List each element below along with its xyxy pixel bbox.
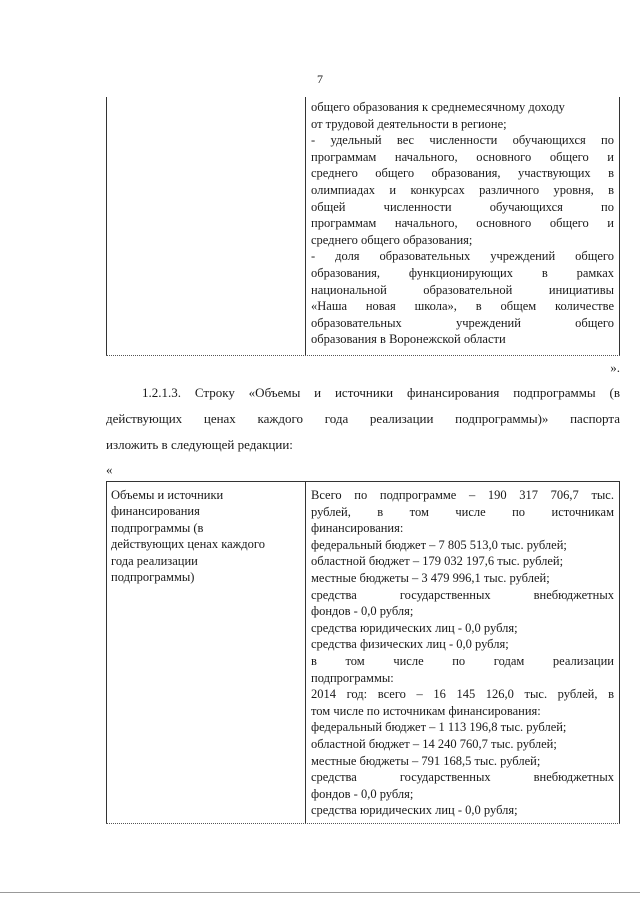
heading-line: финансирования [111, 504, 200, 519]
text-line: - доля образовательных учреждений общего [311, 249, 614, 264]
text-line: федеральный бюджет – 1 113 196,8 тыс. рублей; [311, 720, 567, 735]
text-line: средства юридических лиц - 0,0 рубля; [311, 803, 518, 818]
text-line: местные бюджеты – 3 479 996,1 тыс. рублей; [311, 570, 550, 585]
table-border-left [106, 482, 107, 823]
indicators-table-continuation [106, 97, 620, 356]
text-line: «Наша новая школа», в общем количестве [311, 299, 614, 314]
text-line: 2014 год: всего – 16 145 126,0 тыс. рублей, в [311, 687, 614, 702]
text-line: финансирования: [311, 521, 404, 536]
amendment-paragraph [106, 380, 620, 458]
text-line: областной бюджет – 179 032 197,6 тыс. рублей; [311, 554, 564, 569]
text-line: фондов - 0,0 рубля; [311, 604, 414, 619]
text-line: рублей, в том числе по источникам [311, 504, 614, 519]
text-line: общего образования к среднемесячному доходу [311, 100, 565, 114]
page-number: 7 [317, 72, 323, 86]
scan-edge-line [0, 892, 640, 893]
text-line: средства физических лиц - 0,0 рубля; [311, 637, 509, 652]
text-line: национальной образовательной инициативы [311, 282, 614, 297]
heading-line: подпрограммы) [111, 570, 195, 585]
text-line: общей численности обучающихся по [311, 199, 614, 214]
text-line: - удельный вес численности обучающихся по [311, 133, 614, 148]
text-line: подпрограммы: [311, 670, 394, 685]
text-line: средства юридических лиц - 0,0 рубля; [311, 620, 518, 635]
table-border-right [619, 97, 620, 355]
heading-line: подпрограммы (в [111, 520, 204, 535]
text-line: среднего общего образования; [311, 232, 473, 247]
table-border-left [106, 97, 107, 355]
funding-table [106, 481, 620, 824]
closing-quote: ». [610, 360, 620, 375]
heading-line: действующих ценах каждого [111, 537, 265, 552]
text-line: олимпиадах и конкурсах различного уровня, в [311, 182, 614, 197]
paragraph-line: действующих ценах каждого года реализации подпрограммы)» паспорта [106, 411, 620, 426]
funding-details-cell [311, 487, 614, 819]
table-border-right [619, 482, 620, 823]
table-border-middle [305, 97, 306, 355]
paragraph-line: 1.2.1.3. Строку «Объемы и источники финансирования подпрограммы (в [142, 385, 620, 400]
text-line: средства государственных внебюджетных [311, 770, 614, 785]
text-line: местные бюджеты – 791 168,5 тыс. рублей; [311, 753, 541, 768]
heading-line: Объемы и источники [111, 488, 224, 502]
text-line: областной бюджет – 14 240 760,7 тыс. рублей; [311, 736, 557, 751]
text-line: среднего общего образования, участвующих в [311, 166, 614, 181]
text-line: средства государственных внебюджетных [311, 587, 614, 602]
text-line: том числе по источникам финансирования: [311, 703, 541, 718]
text-line: образования в Воронежской области [311, 332, 506, 347]
text-line: программам начального, основного общего и [311, 216, 614, 231]
text-line: программам начального, основного общего и [311, 149, 614, 164]
text-line: образовательных учреждений общего [311, 315, 614, 330]
text-line: образования, функционирующих в рамках [311, 265, 614, 280]
heading-line: года реализации [111, 553, 198, 568]
opening-quote: « [106, 462, 113, 477]
text-line: Всего по подпрограмме – 190 317 706,7 тыс. [311, 488, 614, 502]
indicators-cell [311, 99, 614, 348]
funding-heading-cell [111, 487, 299, 585]
text-line: в том числе по годам реализации [311, 653, 614, 668]
text-line: от трудовой деятельности в регионе; [311, 116, 507, 131]
text-line: федеральный бюджет – 7 805 513,0 тыс. рублей; [311, 537, 567, 552]
text-line: фондов - 0,0 рубля; [311, 786, 414, 801]
paragraph-line: изложить в следующей редакции: [106, 437, 293, 452]
table-border-middle [305, 482, 306, 823]
